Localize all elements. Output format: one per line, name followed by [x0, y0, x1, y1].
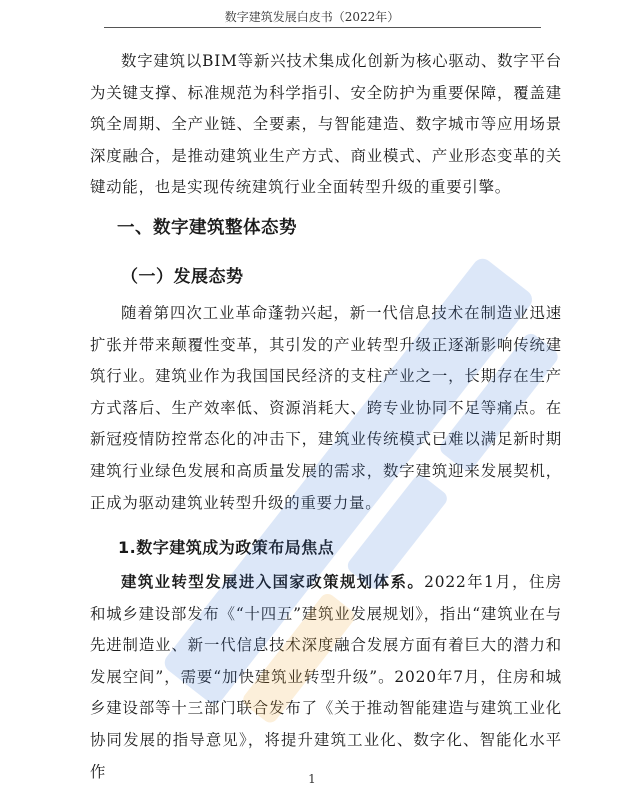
page-number: 1: [308, 772, 316, 786]
point-heading: 1.数字建筑成为政策布局焦点: [118, 538, 335, 557]
section-heading: 一、数字建筑整体态势: [117, 218, 297, 238]
policy-lead-sentence: 建筑业转型发展进入国家政策规划体系。: [121, 573, 425, 591]
policy-paragraph: [90, 567, 562, 788]
header-divider: [104, 27, 541, 28]
trend-paragraph: 随着第四次工业革命蓬勃兴起，新一代信息技术在制造业迅速扩张并带来颠覆性变革，其引发的产业转型升级正逐渐影响传统建筑行业。建筑业作为我国国民经济的支柱产业之一，长期存在生产方式落后、生产效率低、资源消耗大、跨专业协同不足等痛点。在新冠疫情防控常态化的冲击下，建筑业传统模式已难以满足新时期建筑行业绿色发展和高质量发展的需求，数字建筑迎来发展契机，正成为驱动建筑业转型升级的重要力量。: [90, 304, 562, 512]
running-header: 数字建筑发展白皮书（2022年）: [224, 10, 400, 24]
intro-paragraph: 数字建筑以BIM等新兴技术集成化创新为核心驱动、数字平台为关键支撑、标准规范为科学指引、安全防护为重要保障，覆盖建筑全周期、全产业链、全要素，与智能建造、数字城市等应用场景深度融合，是推动建筑业生产方式、商业模式、产业形态变革的关键动能，也是实现传统建筑行业全面转型升级的重要引擎。: [90, 52, 562, 197]
subsection-heading: （一）发展态势: [121, 267, 244, 287]
policy-body-text: 2022年1月，住房和城乡建设部发布《“十四五”建筑业发展规划》，指出“建筑业在与先进制造业、新一代信息技术深度融合发展方面有着巨大的潜力和发展空间”，需要“加快建筑业转型升级”。2020年7月，住房和城乡建设部等十三部门联合发布了《关于推动智能建造与建筑工业化协同发展的指导意见》，将提升建筑工业化、数字化、智能化水平作: [90, 573, 562, 781]
